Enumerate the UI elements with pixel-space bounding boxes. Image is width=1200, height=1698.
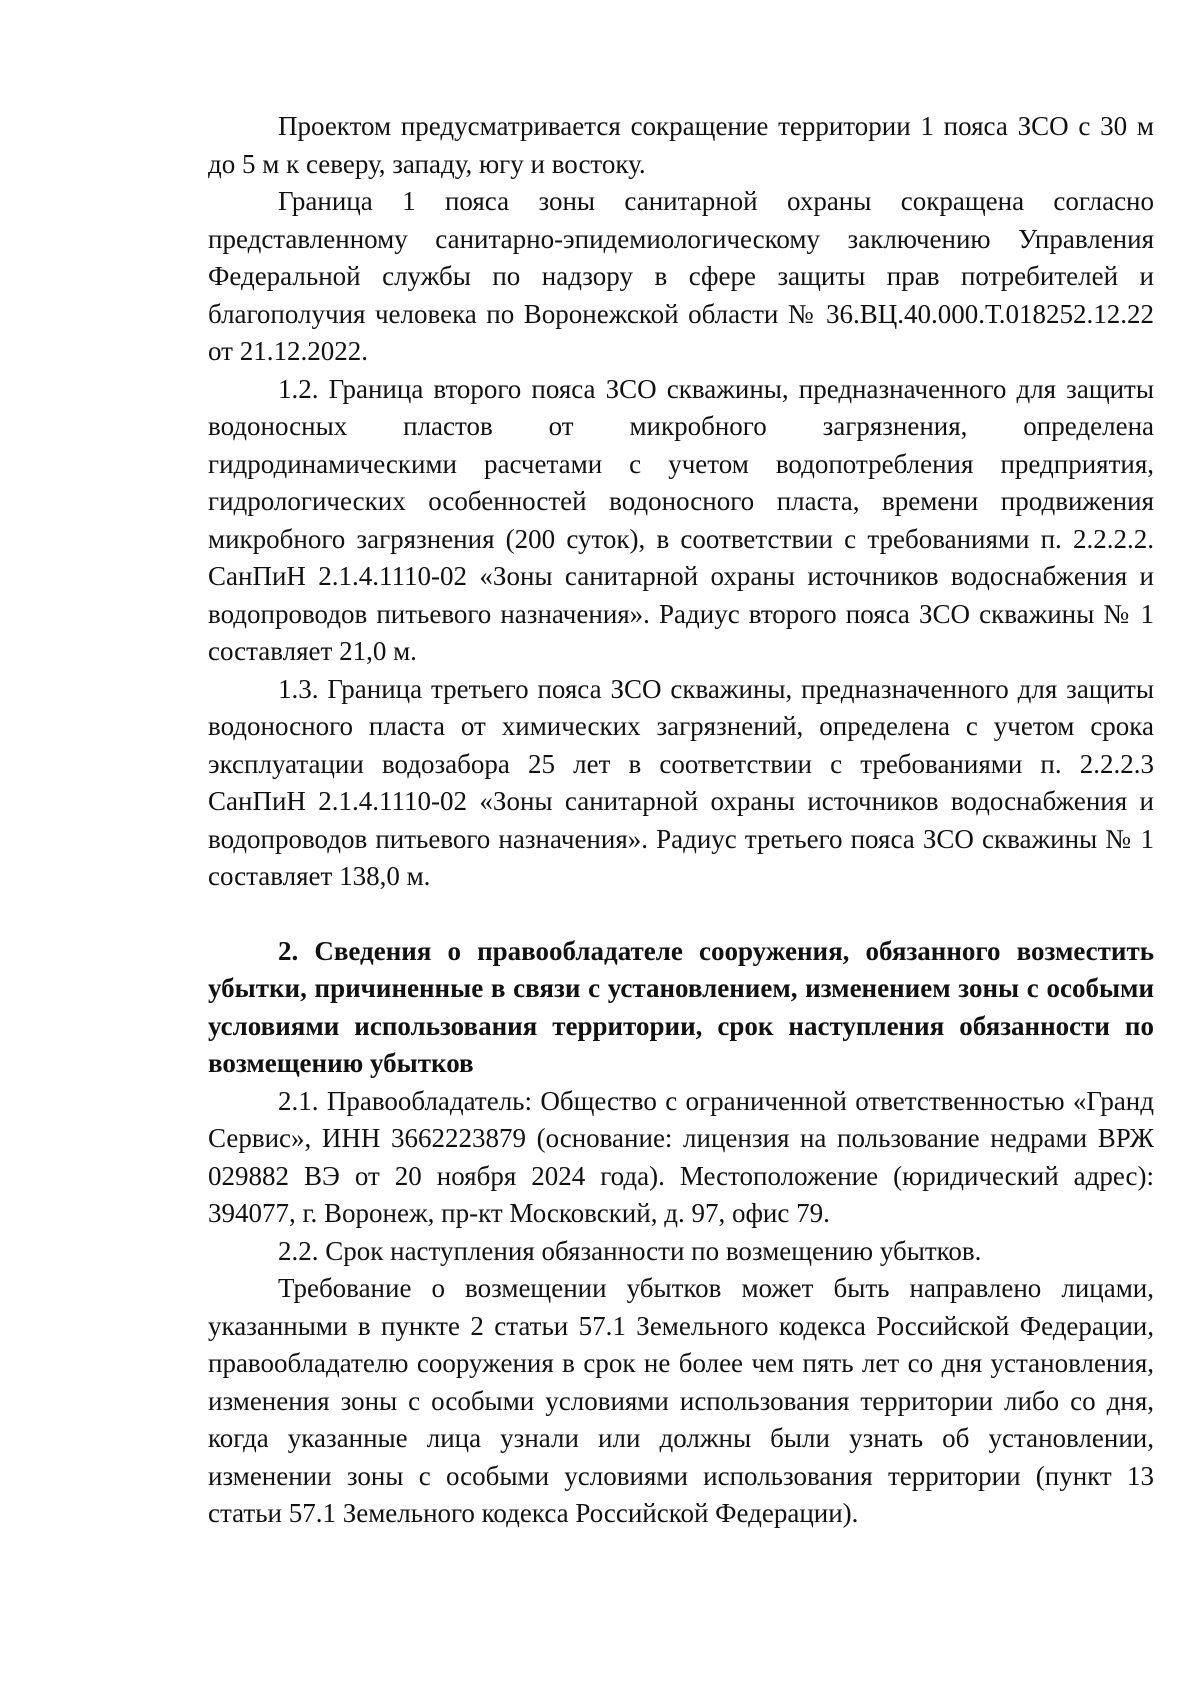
paragraph-term: 2.2. Срок наступления обязанности по возмещению убытков. (278, 1235, 982, 1266)
paragraph-first-belt-boundary: Граница 1 пояса зоны санитарной охраны сокращена согласно представленному санитарно-эпидемиологическому заключению Управления Федеральной службы по надзору в сфере защиты прав потребителей и благополучия человека по Воронежской области № 36.ВЦ.40.000.Т.018252.12.22 от 21.12.2022. (208, 186, 1154, 366)
paragraph-third-belt: 1.3. Граница третьего пояса ЗСО скважины, предназначенного для защиты водоносного пласта от химических загрязнений, определена с учетом срока эксплуатации водозабора 25 лет в соответствии с требованиями п. 2.2.2.3 СанПиН 2.1.4.1110-02 «Зоны санитарной охраны источников водоснабжения и водопроводов питьевого назначения». Радиус третьего пояса ЗСО скважины № 1 составляет 138,0 м. (208, 673, 1154, 891)
document-page (208, 108, 1154, 1533)
paragraph-rightholder: 2.1. Правообладатель: Общество с ограниченной ответственностью «Гранд Сервис», ИНН 3662223879 (основание: лицензия на пользование недрами ВРЖ 029882 ВЭ от 20 ноября 2024 года). Местоположение (юридический адрес): 394077, г. Воронеж, пр-кт Московский, д. 97, офис 79. (208, 1085, 1154, 1228)
paragraph-damages-claim: Требование о возмещении убытков может быть направлено лицами, указанными в пункте 2 статьи 57.1 Земельного кодекса Российской Федерации, правообладателю сооружения в срок не более чем пять лет со дня установления, изменения зоны с особыми условиями использования территории либо со дня, когда указанные лица узнали или должны были узнать об установлении, изменении зоны с особыми условиями использования территории (пункт 13 статьи 57.1 Земельного кодекса Российской Федерации). (208, 1273, 1154, 1528)
paragraph-second-belt: 1.2. Граница второго пояса ЗСО скважины, предназначенного для защиты водоносных пластов от микробного загрязнения, определена гидродинамическими расчетами с учетом водопотребления предприятия, гидрологических особенностей водоносного пласта, времени продвижения микробного загрязнения (200 суток), в соответствии с требованиями п. 2.2.2.2. СанПиН 2.1.4.1110-02 «Зоны санитарной охраны источников водоснабжения и водопроводов питьевого назначения». Радиус второго пояса ЗСО скважины № 1 составляет 21,0 м. (208, 373, 1154, 666)
paragraph-zso-reduction: Проектом предусматривается сокращение территории 1 пояса ЗСО с 30 м до 5 м к северу, западу, югу и востоку. (208, 111, 1154, 179)
section-heading-2: 2. Сведения о правообладателе сооружения, обязанного возместить убытки, причиненные в связи с установлением, изменением зоны с особыми условиями использования территории, срок наступления обязанности по возмещению убытков (208, 935, 1154, 1078)
